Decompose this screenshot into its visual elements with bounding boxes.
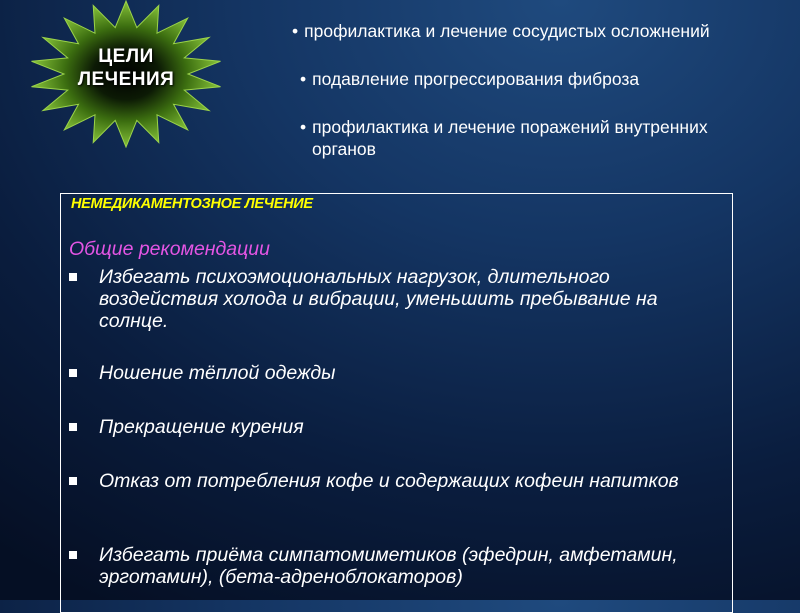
goal-text: подавление прогрессирования фиброза [312,69,640,89]
goal-item-fibrosis [300,68,639,90]
square-bullet-icon [69,369,77,377]
badge-label [28,45,224,91]
recommendation-text: Прекращение курения [99,416,304,438]
square-bullet-icon [69,477,77,485]
goal-item-organs [300,116,780,160]
recommendation-text: Избегать приёма симпатомиметиков (эфедрин, амфетамин, эрготамин), (бета-адреноблокаторов) [99,544,678,588]
badge-line-2: ЛЕЧЕНИЯ [77,69,175,90]
non-drug-treatment-panel [60,193,733,613]
recommendation-text: Ношение тёплой одежды [99,362,336,384]
goals-badge [28,0,224,148]
square-bullet-icon [69,551,77,559]
recommendation-item [99,470,729,492]
recommendation-text: Отказ от потребления кофе и содержащих кофеин напитков [99,470,679,492]
recommendation-item [99,416,729,438]
recommendation-item [99,362,729,384]
badge-line-1: ЦЕЛИ [98,46,154,67]
square-bullet-icon [69,273,77,281]
goal-text: профилактика и лечение сосудистых осложнений [304,21,710,41]
bullet-icon: • [300,69,307,89]
goal-item-vascular [292,20,710,42]
bullet-icon: • [292,21,299,41]
panel-title: НЕМЕДИКАМЕНТОЗНОЕ ЛЕЧЕНИЕ [71,196,313,212]
panel-subtitle: Общие рекомендации [69,238,270,260]
goal-text: профилактика и лечение поражений внутренних [312,117,708,137]
bullet-icon: • [300,117,307,137]
recommendation-item [99,266,729,332]
square-bullet-icon [69,423,77,431]
recommendation-item [99,544,729,588]
goal-text-continuation: органов [312,139,376,159]
recommendation-text: Избегать психоэмоциональных нагрузок, длительного воздействия холода и вибрации, уменьшить пребывание на солнце. [99,266,658,332]
